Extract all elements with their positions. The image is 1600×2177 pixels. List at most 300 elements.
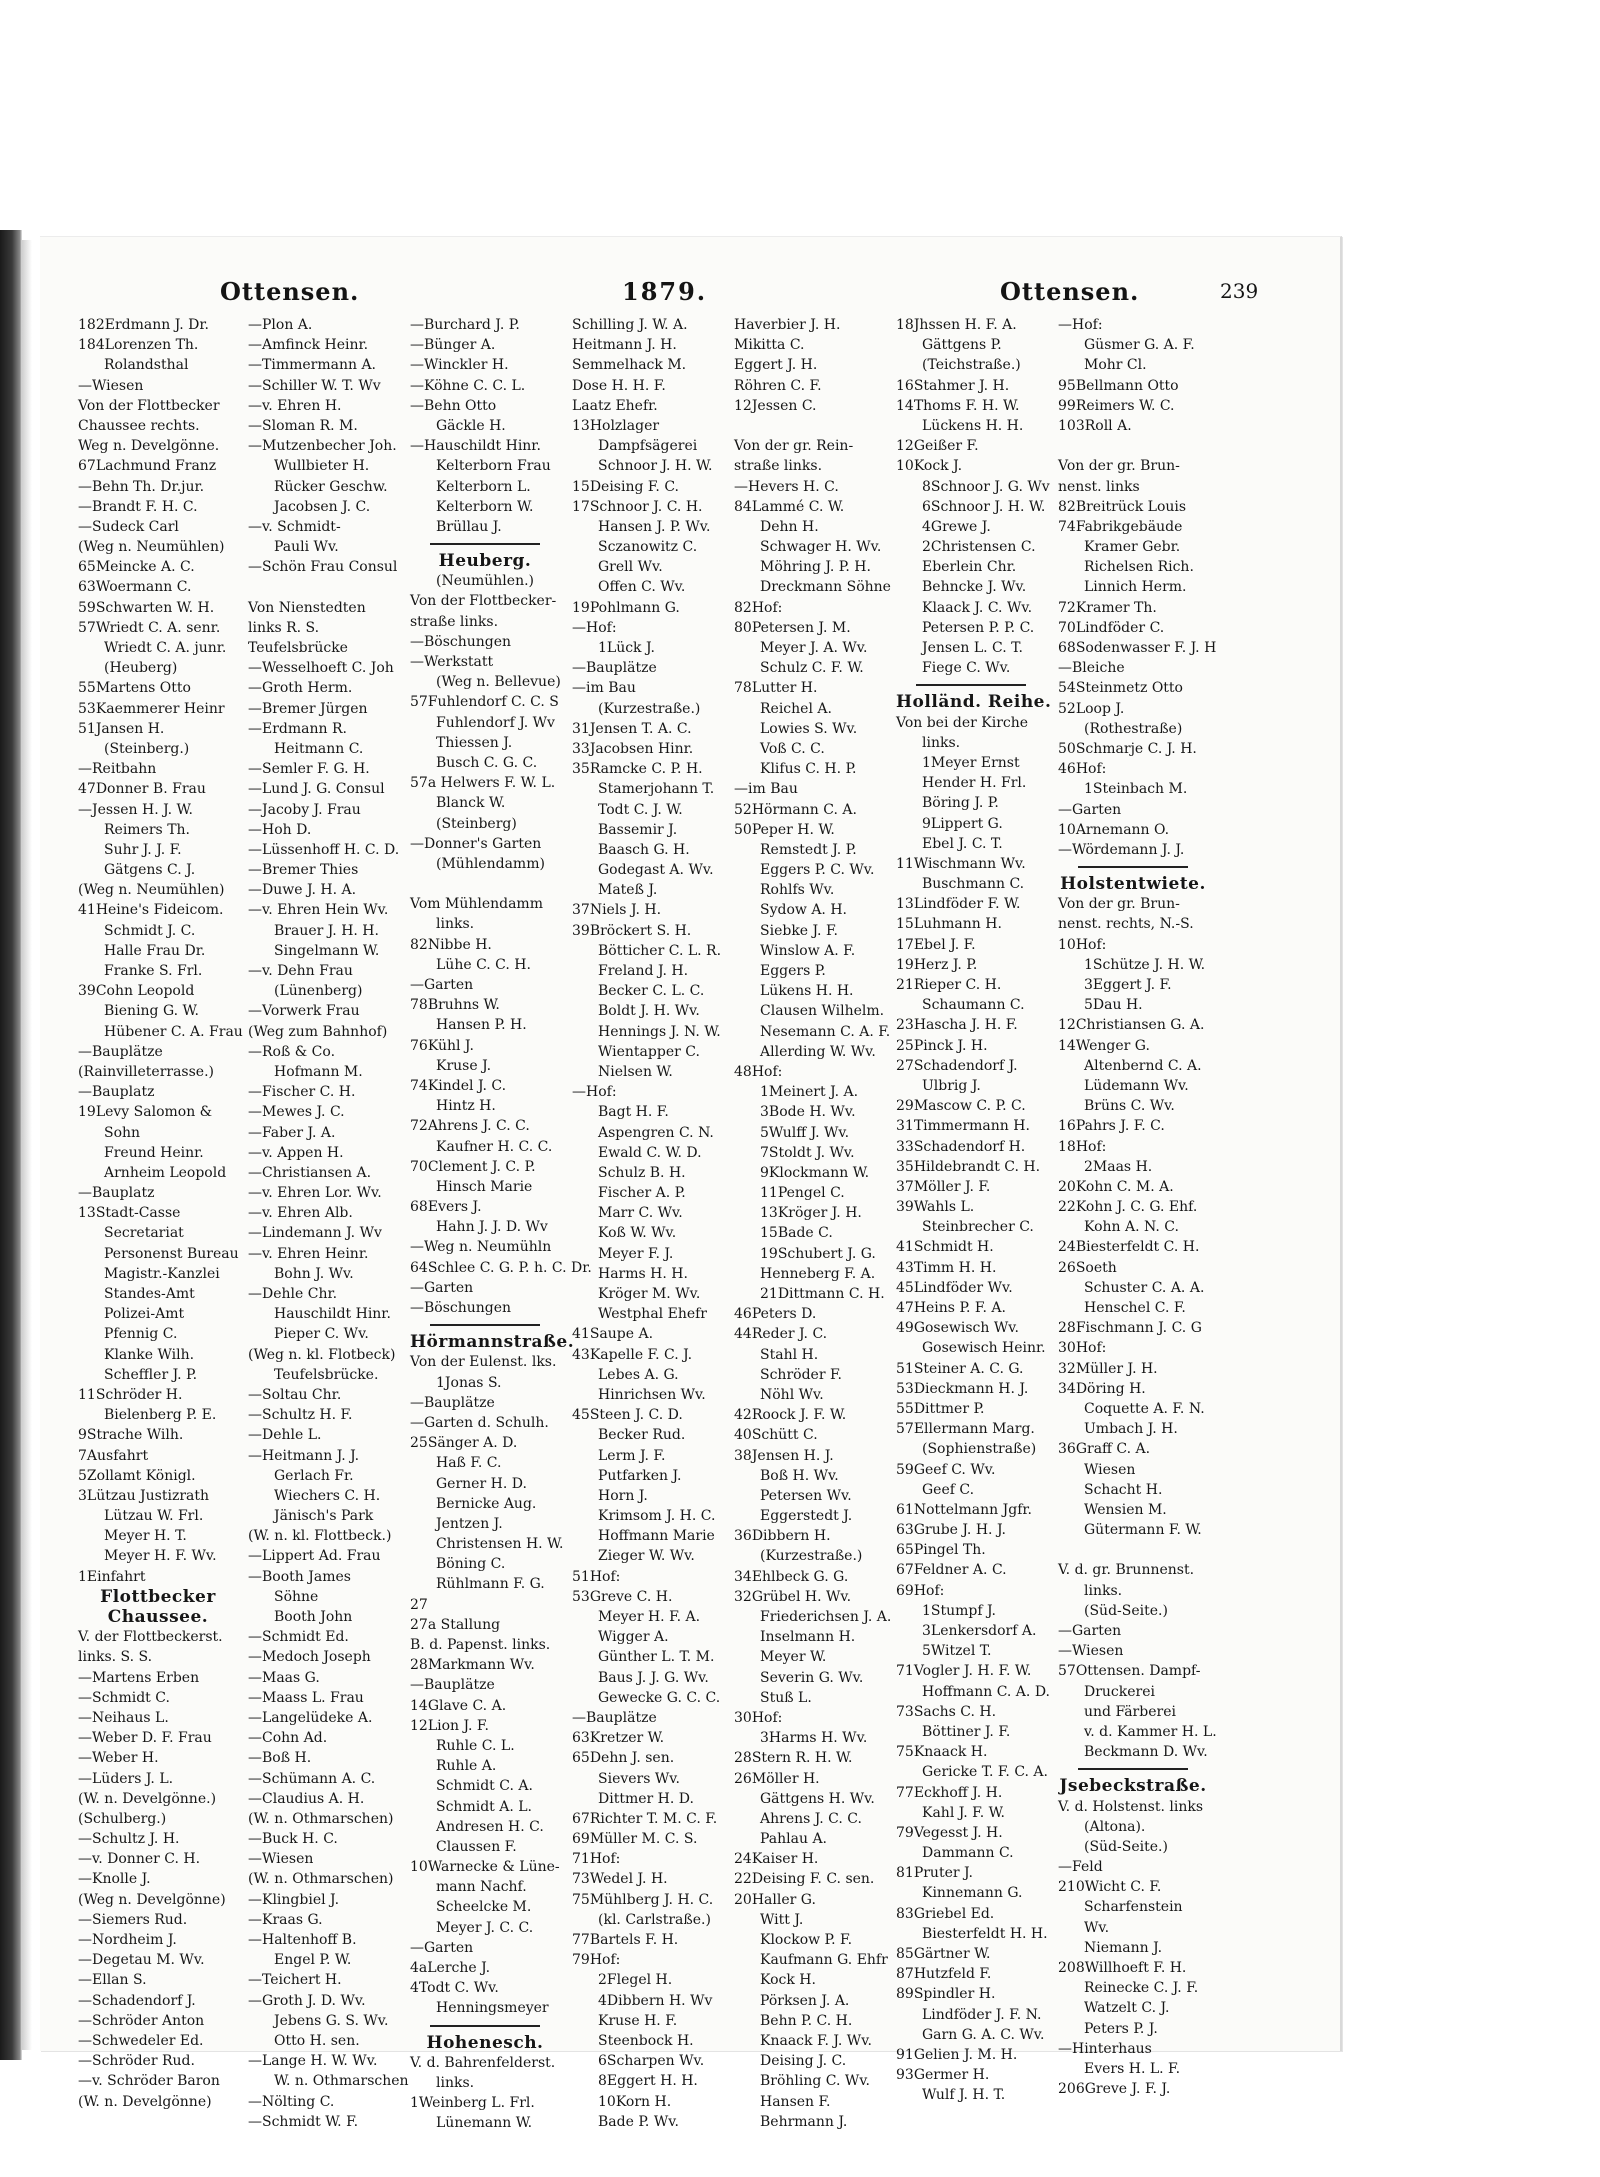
directory-entry: Westphal Ehefr (598, 1306, 707, 1323)
directory-entry: Rücker Geschw. (274, 478, 388, 495)
directory-entry: Thiessen J. (436, 734, 513, 751)
directory-entry: 184Lorenzen Th. (78, 337, 199, 354)
directory-entry: 91Gelien J. M. H. (896, 2046, 1018, 2063)
directory-entry: 18Jhssen H. F. A. (896, 317, 1017, 333)
directory-entry: Sczanowitz C. (598, 539, 698, 556)
directory-entry: Niemann J. (1084, 1939, 1163, 1956)
directory-entry: Meyer H. F. A. (598, 1609, 701, 1625)
directory-entry: (Sophienstraße) (922, 1441, 1037, 1458)
directory-entry: —Lüssenhoff H. C. D. (248, 841, 400, 858)
header-right-title: Ottensen. (1000, 277, 1140, 306)
directory-entry: Meyer J. A. Wv. (760, 640, 868, 656)
directory-entry: 8Eggert H. H. (598, 2073, 698, 2090)
directory-entry: 71Vogler J. H. F. W. (896, 1663, 1032, 1680)
directory-entry: Singelmann W. (274, 942, 380, 959)
directory-entry: Wiechers C. H. (274, 1487, 381, 1504)
directory-entry: 19Herz J. P. (896, 956, 978, 973)
directory-entry: 21Rieper C. H. (896, 977, 1002, 993)
directory-entry: 16Stahmer J. H. (896, 377, 1010, 394)
directory-entry: 12Geißer F. (896, 438, 979, 455)
directory-entry: Eggers P. (760, 963, 826, 979)
directory-entry: —Ellan S. (78, 1972, 147, 1989)
directory-entry: Ewald C. W. D. (598, 1144, 702, 1161)
directory-entry: —Schümann A. C. (248, 1770, 376, 1787)
directory-entry: 33Jacobsen Hinr. (572, 740, 694, 757)
directory-entry: 10Hof: (1058, 936, 1107, 953)
directory-entry: Haß F. C. (436, 1455, 502, 1472)
directory-entry: 72Kramer Th. (1058, 599, 1157, 616)
directory-entry: Linnich Herm. (1084, 579, 1187, 596)
directory-entry: Klanke Wilh. (104, 1346, 195, 1363)
directory-entry: Richelsen Rich. (1084, 559, 1194, 576)
directory-entry: —Werkstatt (410, 654, 494, 670)
directory-entry: —Hof: (572, 1084, 617, 1101)
directory-entry: links. (436, 2074, 475, 2091)
directory-entry: Hahn J. J. D. Wv (436, 1219, 548, 1236)
directory-entry: —im Bau (734, 781, 798, 798)
directory-entry: 69Hof: (896, 1582, 945, 1599)
directory-entry: 35Ramcke C. P. H. (572, 761, 703, 778)
directory-entry: Secretariat (104, 1225, 184, 1242)
directory-entry: V. der Flottbeckerst. (78, 1629, 223, 1646)
directory-entry: Dehn H. (760, 518, 819, 535)
directory-entry: —Nordheim J. (78, 1932, 177, 1948)
directory-entry: —Böschungen (410, 633, 512, 650)
directory-entry: Aspengren C. N. (598, 1124, 714, 1141)
directory-entry: 38Jensen H. J. (734, 1447, 834, 1464)
directory-entry: 26Möller H. (734, 1770, 820, 1787)
directory-entry: —Garten (410, 977, 474, 993)
directory-entry: 48Hof: (734, 1063, 783, 1080)
directory-entry: Meyer H. T. (104, 1528, 187, 1545)
directory-entry: —Nölting C. (248, 2093, 335, 2110)
directory-entry: Dreckmann Söhne (760, 579, 891, 596)
directory-entry: Gosewisch Heinr. (922, 1340, 1046, 1357)
directory-entry: Koß W. Wv. (598, 1225, 677, 1242)
column-3 (410, 315, 592, 2132)
directory-entry: 46Hof: (1058, 761, 1107, 778)
directory-entry: —Feld (1058, 1859, 1103, 1876)
directory-entry: 43Timm H. H. (896, 1259, 997, 1276)
directory-entry: links R. S. (248, 619, 320, 636)
directory-entry: —Kraas G. (248, 1911, 323, 1928)
directory-entry: —Booth James (248, 1568, 351, 1585)
directory-entry: Von der Flottbecker (78, 397, 220, 414)
directory-entry: —v. Ehren Alb. (248, 1205, 353, 1222)
directory-entry: Clausen Wilhelm. (760, 1003, 885, 1020)
directory-entry: 55Dittmer P. (896, 1400, 985, 1417)
directory-entry: Henningsmeyer (436, 2000, 549, 2017)
directory-entry: 41Saupe A. (572, 1326, 654, 1343)
directory-entry: Todt C. J. W. (598, 801, 683, 818)
directory-entry: 28Markmann Wv. (410, 1657, 535, 1674)
directory-entry: —Bauplätze (78, 1043, 163, 1060)
directory-entry: Kelterborn Frau (436, 458, 551, 475)
directory-entry: Magistr.-Kanzlei (104, 1265, 220, 1282)
directory-entry: 35Hildebrandt C. H. (896, 1158, 1041, 1175)
directory-entry: 6Schnoor J. H. W. (922, 498, 1046, 515)
directory-entry: Garn G. A. C. Wv. (922, 2026, 1045, 2043)
directory-entry: 51Steiner A. C. G. (896, 1360, 1024, 1377)
directory-entry: 68Sodenwasser F. J. H (1058, 640, 1217, 656)
directory-entry: Putfarken J. (598, 1467, 682, 1484)
directory-entry: Bagt H. F. (598, 1104, 669, 1121)
directory-entry: Voß C. C. (760, 740, 825, 757)
directory-entry: 1Jonas S. (436, 1374, 502, 1391)
directory-entry: Standes-Amt (104, 1286, 195, 1302)
directory-entry: 73Wedel J. H. (572, 1871, 668, 1888)
directory-entry: 63Grube J. H. J. (896, 1522, 1006, 1539)
directory-entry (1058, 436, 1208, 456)
directory-entry: Brüllau J. (436, 518, 502, 535)
directory-entry: Wiesen (1084, 1461, 1136, 1478)
directory-entry: Hauschildt Hinr. (274, 1306, 391, 1323)
directory-entry: 43Kapelle F. C. J. (572, 1346, 693, 1363)
section-rule (916, 680, 1026, 686)
directory-entry: Kohn A. N. C. (1084, 1219, 1179, 1236)
directory-entry: —Maas G. (248, 1669, 320, 1686)
directory-entry: 57Wriedt C. A. senr. (78, 619, 221, 636)
directory-entry: Von bei der Kirche (896, 714, 1029, 731)
directory-entry: Baus J. J. G. Wv. (598, 1669, 709, 1686)
section-rule (430, 2021, 540, 2027)
directory-entry: 8Schnoor J. G. Wv (922, 478, 1050, 495)
directory-entry: Petersen P. P. C. (922, 619, 1035, 636)
directory-entry: 10Korn H. (598, 2093, 672, 2110)
directory-entry: Biesterfeldt H. H. (922, 1925, 1048, 1942)
directory-entry: Wulf J. H. T. (922, 2087, 1006, 2104)
directory-entry: Jensen L. C. T. (922, 640, 1023, 656)
directory-entry: 1Meyer Ernst (922, 754, 1020, 771)
directory-entry: 2Flegel H. (598, 1972, 673, 1989)
directory-entry: Fischer A. P. (598, 1185, 686, 1202)
directory-entry: 29Mascow C. P. C. (896, 1098, 1026, 1115)
directory-entry: —Mutzenbecher Joh. (248, 438, 397, 455)
directory-entry: V. d. Holstenst. links (1058, 1798, 1204, 1815)
directory-entry: Jacobsen J. C. (274, 498, 371, 515)
directory-entry: 65Meincke A. C. (78, 559, 195, 576)
directory-entry: Henschel C. F. (1084, 1300, 1186, 1316)
directory-entry: Klaack J. C. Wv. (922, 599, 1033, 616)
directory-entry: —v. Ehren H. (248, 397, 342, 414)
directory-entry: —Wördemann J. J. (1058, 841, 1185, 858)
directory-entry: 57Ottensen. Dampf- (1058, 1663, 1201, 1680)
directory-entry: —Reitbahn (78, 761, 157, 778)
directory-entry: (Mühlendamm) (436, 855, 545, 872)
directory-entry: —Semler F. G. H. (248, 761, 370, 778)
directory-entry: 85Gärtner W. (896, 1946, 991, 1962)
directory-entry: 32Grübel H. Wv. (734, 1588, 852, 1605)
directory-entry: Chaussee rechts. (78, 417, 200, 434)
directory-entry: 26Soeth (1058, 1259, 1117, 1276)
directory-entry: Witt J. (760, 1911, 804, 1928)
street-subheading: (Neumühlen.) (435, 573, 534, 590)
directory-entry: Behncke J. Wv. (922, 579, 1027, 596)
directory-entry: 57Fuhlendorf C. C. S (410, 694, 559, 711)
directory-entry: Kruse J. (436, 1057, 492, 1074)
directory-entry: 82Breitrück Louis (1058, 498, 1187, 515)
directory-entry: (Süd-Seite.) (1084, 1838, 1168, 1855)
directory-entry: —Schadendorf J. (78, 1992, 196, 2009)
directory-entry: —Roß & Co. (248, 1043, 336, 1060)
directory-entry: —Weg n. Neumühln (410, 1239, 552, 1256)
directory-entry: Gericke T. F. C. A. (922, 1764, 1048, 1781)
directory-entry: Von der Flottbecker- (410, 593, 557, 610)
directory-entry: Dammann C. (922, 1845, 1014, 1862)
directory-entry: (Lünenberg) (274, 983, 363, 1000)
directory-entry: (kl. Carlstraße.) (598, 1911, 711, 1928)
directory-entry: —Bauplätze (572, 1709, 657, 1726)
directory-entry: 78Bruhns W. (410, 997, 500, 1014)
section-rule (1078, 862, 1188, 868)
directory-entry: 14Thoms F. H. W. (896, 397, 1020, 414)
directory-entry: Hennings J. N. W. (598, 1023, 721, 1040)
directory-entry: —Donner's Garten (410, 835, 542, 852)
directory-entry: 40Schütt C. (734, 1427, 818, 1444)
directory-entry: Freland J. H. (598, 963, 689, 979)
directory-entry: v. d. Kammer H. L. (1084, 1723, 1217, 1740)
directory-entry: Lühe C. C. H. (436, 956, 531, 973)
directory-entry: 52Loop J. (1058, 700, 1125, 717)
directory-entry: (Teichstraße.) (922, 357, 1021, 374)
directory-entry: Bielenberg P. E. (104, 1407, 217, 1424)
directory-entry: —Bremer Jürgen (248, 700, 368, 717)
directory-entry: Gäckle H. (436, 417, 506, 434)
directory-entry: 10Kock J. (896, 458, 963, 475)
street-heading: Holländ. Reihe. (896, 692, 1052, 713)
directory-entry: Halle Frau Dr. (104, 942, 206, 959)
street-heading: Jsebeckstraße. (1059, 1776, 1207, 1797)
directory-entry: —v. Appen H. (248, 1144, 344, 1161)
directory-entry: Zieger W. Wv. (598, 1548, 695, 1565)
directory-entry: straße links. (734, 458, 823, 475)
directory-entry: Boldt J. H. Wv. (598, 1003, 700, 1020)
directory-entry: Bötticher C. L. R. (598, 942, 722, 959)
directory-entry: 9Strache Wilh. (78, 1427, 184, 1444)
directory-entry: —Jessen H. J. W. (78, 801, 193, 818)
directory-entry: 51Hof: (572, 1568, 621, 1585)
directory-entry: —Lindemann J. Wv (248, 1225, 382, 1242)
directory-entry: 82Nibbe H. (410, 936, 492, 953)
directory-entry: 75Knaack H. (896, 1744, 988, 1761)
directory-entry: Remstedt J. P. (760, 841, 857, 858)
street-heading: Heuberg. (438, 551, 532, 572)
directory-entry: Mateß J. (598, 882, 658, 899)
directory-entry: Lückens H. H. (922, 417, 1024, 434)
directory-entry: Stahl H. (760, 1346, 819, 1363)
directory-entry: 20Haller G. (734, 1891, 816, 1908)
directory-entry: 1Stumpf J. (922, 1602, 996, 1619)
directory-entry: Bohn J. Wv. (274, 1265, 354, 1282)
directory-entry: 54Steinmetz Otto (1058, 680, 1183, 697)
directory-entry: 28Fischmann J. C. G (1058, 1320, 1202, 1337)
directory-entry: 12Lion J. F. (410, 1717, 489, 1734)
directory-entry: 5Wulff J. Wv. (760, 1124, 850, 1141)
directory-entry: Böring J. P. (922, 795, 999, 812)
directory-entry: —Neihaus L. (78, 1709, 169, 1726)
directory-entry: Schuster C. A. A. (1084, 1279, 1205, 1296)
directory-entry: Andresen H. C. (436, 1818, 544, 1835)
directory-entry: (Kurzestraße.) (598, 700, 701, 717)
directory-entry: Nielsen W. (598, 1063, 673, 1080)
directory-entry: Hender H. Frl. (922, 775, 1027, 792)
directory-entry: Schmidt A. L. (436, 1798, 532, 1815)
directory-entry: 45Steen J. C. D. (572, 1407, 683, 1424)
directory-entry: Hansen F. (760, 2093, 831, 2110)
directory-entry: Schacht H. (1084, 1481, 1163, 1498)
directory-entry: Godegast A. Wv. (598, 862, 714, 879)
directory-entry: Gerlach Fr. (274, 1467, 354, 1484)
directory-entry: —Schiller W. T. Wv (248, 377, 381, 394)
directory-entry: links. (436, 916, 475, 933)
directory-entry: Allerding W. Wv. (760, 1043, 876, 1060)
directory-page (40, 236, 1342, 2132)
directory-entry: —Dehle Chr. (248, 1286, 338, 1302)
directory-entry: Kramer Gebr. (1084, 539, 1181, 556)
directory-entry: 37Möller J. F. (896, 1178, 991, 1195)
directory-entry (1058, 1540, 1208, 1560)
directory-entry: Gätgens C. J. (104, 862, 196, 879)
directory-entry: 1Einfahrt (78, 1568, 146, 1585)
directory-entry: Booth John (274, 1609, 353, 1625)
directory-entry: 87Hutzfeld F. (896, 1966, 992, 1983)
directory-entry: 11Pengel C. (760, 1185, 845, 1202)
directory-entry: Steenbock H. (598, 2032, 694, 2049)
directory-entry: Hansen P. H. (436, 1017, 527, 1034)
directory-entry: 11Wischmann Wv. (896, 855, 1026, 872)
directory-entry: (Weg n. Neumühlen) (78, 539, 225, 556)
page-number: 239 (1220, 279, 1259, 303)
directory-entry: —Plon A. (248, 317, 313, 333)
directory-entry: 23Hascha J. H. F. (896, 1017, 1018, 1034)
directory-entry: 53Kaemmerer Heinr (78, 700, 225, 717)
directory-entry: 36Graff C. A. (1058, 1441, 1151, 1458)
directory-entry: 5Zollamt Königl. (78, 1467, 196, 1484)
directory-entry: Scharfenstein (1084, 1899, 1183, 1916)
directory-entry: Kelterborn L. (436, 478, 531, 495)
directory-entry: 16Pahrs J. F. C. (1058, 1118, 1165, 1135)
directory-entry: Biening G. W. (104, 1003, 199, 1020)
directory-entry: Pieper C. Wv. (274, 1326, 369, 1343)
directory-entry: 72Ahrens J. C. C. (410, 1118, 530, 1135)
directory-entry: —Köhne C. C. L. (410, 377, 526, 394)
directory-entry: Sievers Wv. (598, 1770, 680, 1787)
directory-entry: 74Kindel J. C. (410, 1077, 507, 1094)
directory-entry: —Bauplatz (78, 1084, 155, 1101)
directory-entry: und Färberei (1084, 1703, 1176, 1720)
directory-entry: 206Greve J. F. J. (1058, 2081, 1171, 2098)
directory-entry: 2Christensen C. (922, 539, 1036, 556)
directory-entry: —Behn Otto (410, 397, 497, 414)
directory-entry: 73Sachs C. H. (896, 1703, 997, 1720)
directory-entry: —Schröder Rud. (78, 2053, 195, 2070)
directory-entry: 30Hof: (1058, 1340, 1107, 1357)
directory-entry: —v. Ehren Hein Wv. (248, 902, 389, 919)
directory-entry: —Amfinck Heinr. (248, 337, 369, 354)
directory-entry: Sohn (104, 1124, 141, 1141)
directory-entry: 15Bade C. (760, 1225, 833, 1242)
directory-entry: Dittmer H. D. (598, 1790, 694, 1807)
directory-entry: 31Timmermann H. (896, 1118, 1030, 1135)
directory-entry: —Hevers H. C. (734, 478, 839, 495)
directory-entry: 14Wenger G. (1058, 1037, 1150, 1054)
directory-entry: Petersen Wv. (760, 1487, 852, 1504)
directory-entry: Knaack F. J. Wv. (760, 2032, 872, 2049)
directory-entry: 55Martens Otto (78, 680, 191, 697)
directory-entry: 3Eggert J. F. (1084, 977, 1172, 993)
directory-entry: 52Hörmann C. A. (734, 801, 857, 818)
directory-entry: 70Clement J. C. P. (410, 1158, 536, 1175)
directory-entry: —Soltau Chr. (248, 1386, 342, 1403)
directory-entry: links. (922, 734, 961, 751)
directory-entry: 39Bröckert S. H. (572, 922, 692, 939)
directory-entry: Schröder F. (760, 1366, 842, 1383)
directory-entry: —Garten (1058, 1623, 1122, 1639)
directory-entry: Hoffmann Marie (598, 1528, 715, 1545)
directory-entry: —Wiesen (1058, 1643, 1124, 1660)
directory-entry: —Wesselhoeft C. Joh (248, 660, 394, 677)
directory-entry: 51Jansen H. (78, 720, 165, 737)
directory-entry: 15Luhmann H. (896, 916, 1002, 933)
directory-entry: Grell Wv. (598, 559, 663, 576)
directory-entry: Lükens H. H. (760, 983, 854, 1000)
directory-entry: 89Spindler H. (896, 1986, 996, 2003)
binding-shadow (22, 240, 32, 2050)
directory-entry: 78Lutter H. (734, 680, 818, 697)
directory-entry: —Garten (410, 1939, 474, 1956)
directory-entry: 24Biesterfeldt C. H. (1058, 1239, 1200, 1256)
directory-entry: —Schwedeler Ed. (78, 2032, 204, 2049)
directory-entry: 3Bode H. Wv. (760, 1104, 856, 1121)
street-heading: Flottbecker (100, 1586, 216, 1607)
directory-entry: 182Erdmann J. Dr. (78, 317, 209, 333)
directory-entry: 49Gosewisch Wv. (896, 1320, 1019, 1337)
directory-entry: —Lund J. G. Consul (248, 781, 385, 798)
directory-entry: Umbach J. H. (1084, 1421, 1178, 1438)
directory-entry: 76Kühl J. (410, 1037, 474, 1054)
page-header (40, 277, 1340, 317)
directory-entry: 95Bellmann Otto (1058, 377, 1179, 394)
directory-entry: Von der Eulenst. lks. (410, 1354, 557, 1371)
directory-entry: (W. n. Othmarschen) (248, 1871, 394, 1888)
directory-entry: (W. n. Develgönne.) (78, 1790, 217, 1807)
directory-entry: (Schulberg.) (78, 1810, 167, 1827)
directory-entry: 57Ellermann Marg. (896, 1421, 1035, 1438)
directory-entry: 3Lenkersdorf A. (922, 1623, 1037, 1639)
directory-entry: (Rainvilleterrasse.) (78, 1063, 215, 1080)
directory-entry: 39Wahls L. (896, 1199, 975, 1216)
directory-entry: Meyer F. J. (598, 1245, 674, 1262)
directory-entry: —Hoh D. (248, 821, 312, 838)
directory-entry: —Lippert Ad. Frau (248, 1548, 381, 1565)
directory-entry: —v. Ehren Lor. Wv. (248, 1185, 382, 1202)
directory-entry: 33Schadendorf H. (896, 1138, 1026, 1155)
directory-entry: —Brandt F. H. C. (78, 498, 198, 515)
directory-entry: 19Pohlmann G. (572, 599, 680, 616)
directory-entry: Brüns C. Wv. (1084, 1098, 1175, 1115)
directory-entry: Von der gr. Brun- (1058, 896, 1180, 913)
directory-entry: —Weber D. F. Frau (78, 1730, 212, 1747)
directory-entry: Gewecke G. C. C. (598, 1689, 721, 1706)
directory-entry: 67Feldner A. C. (896, 1562, 1007, 1579)
directory-entry: 9Lippert G. (922, 815, 1003, 832)
directory-entry: —Lange H. W. Wv. (248, 2053, 378, 2070)
directory-entry: 44Reder J. C. (734, 1326, 828, 1343)
directory-entry: 3Lützau Justizrath (78, 1487, 210, 1504)
directory-entry: Hoffmann C. A. D. (922, 1683, 1050, 1700)
directory-entry: 17Ebel J. F. (896, 936, 976, 953)
directory-entry: Ruhle C. L. (436, 1737, 515, 1754)
